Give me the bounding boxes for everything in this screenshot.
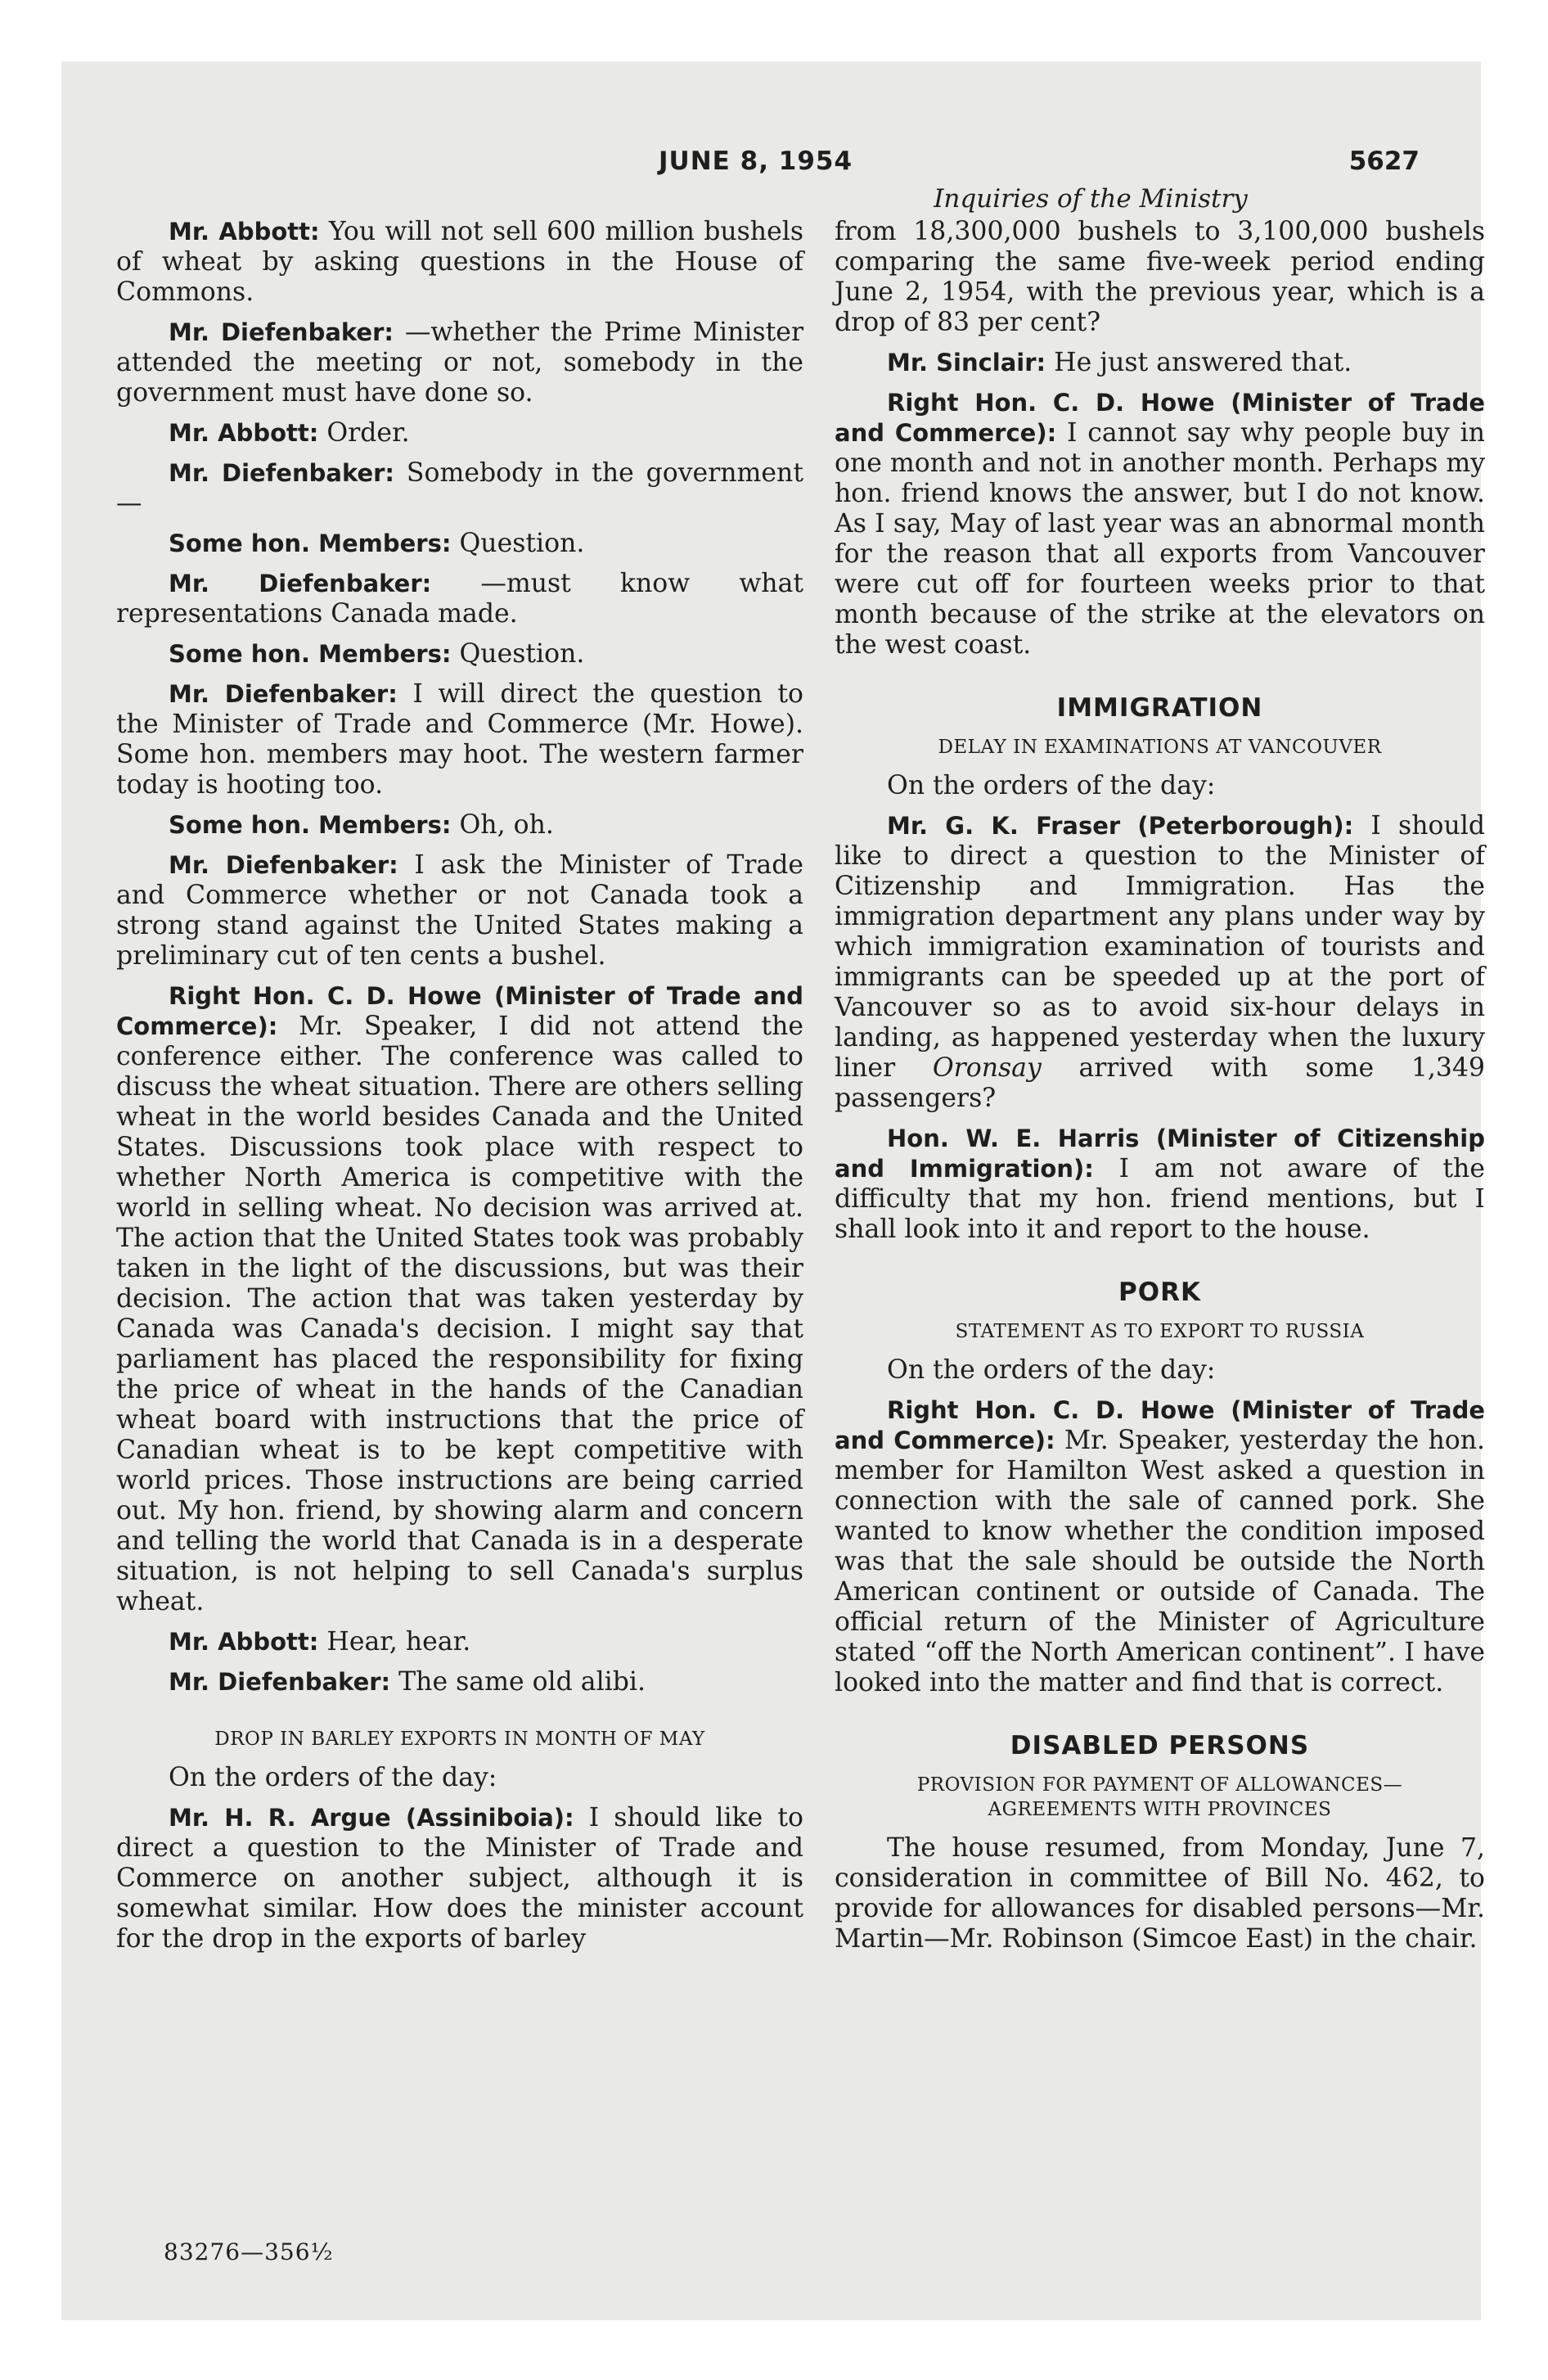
speaker-name: Hon. W. E. Harris (Minister of Citizenship and Immigration): <box>835 1125 1485 1183</box>
section-subheading: PROVISION FOR PAYMENT OF ALLOWANCES— <box>916 1774 1403 1796</box>
speech-text: Question. <box>459 639 585 669</box>
paragraph <box>835 217 1485 338</box>
paragraph <box>116 1667 803 1697</box>
ship-name: Oronsay <box>932 1053 1042 1083</box>
speech-text: He just answered that. <box>1054 348 1352 377</box>
paragraph <box>116 529 803 559</box>
speaker-name: Mr. Diefenbaker: <box>169 851 398 879</box>
paragraph <box>835 1124 1485 1245</box>
paragraph <box>116 318 803 408</box>
paragraph <box>116 1803 803 1954</box>
speaker-name: Right Hon. C. D. Howe (Minister of Trade and Commerce): <box>116 982 803 1040</box>
header-date: JUNE 8, 1954 <box>659 146 853 176</box>
speaker-name: Mr. G. K. Fraser (Peterborough): <box>887 812 1354 840</box>
speech-text: I am not aware of the difficulty that my hon. friend mentions, but I shall look into it and report to the house. <box>835 1154 1485 1244</box>
paragraph <box>116 418 803 449</box>
speech-text: arrived with some 1,349 passengers? <box>835 1053 1485 1113</box>
speech-text: Mr. Speaker, I did not attend the conference either. The conference was called to discuss the wheat situation. There are others selling wheat in the world besides Canada and the United States. Discussions took place with respect to whether North America is competitive with the world in selling wheat. No decision was arrived at. The action that the United States took was probably taken in the light of the discussions, but was their decision. The action that was taken yesterday by Canada was Canada's decision. I might say that parliament has placed the responsibility for fixing the price of wheat in the hands of the Canadian wheat board with instructions that the price of Canadian wheat is to be kept competitive with world prices. Those instructions are being carried out. My hon. friend, by showing alarm and concern and telling the world that Canada is in a desperate situation, is not helping to sell Canada's surplus wheat. <box>116 1012 803 1616</box>
section-heading: IMMIGRATION <box>1056 693 1263 723</box>
speech-text: I cannot say why people buy in one month and not in another month. Perhaps my hon. friend knows the answer, but I do not know. As I say, May of last year was an abnormal month for the reason that all exports from Vancouver were cut off for fourteen weeks prior to that month because of the strike at the elevators on the west coast. <box>835 418 1485 660</box>
speaker-name: Mr. Abbott: <box>169 419 319 447</box>
paragraph <box>835 1395 1485 1698</box>
speech-text: from 18,300,000 bushels to 3,100,000 bushels comparing the same five-week period ending June 2, 1954, with the previous year, which is a drop of 83 per cent? <box>835 217 1485 337</box>
section-heading: DISABLED PERSONS <box>1010 1731 1310 1760</box>
speech-text: I will direct the question to the Minister of Trade and Commerce (Mr. Howe). Some hon. members may hoot. The western farmer today is hooting too. <box>116 679 804 800</box>
paragraph <box>835 388 1485 660</box>
speech-text: Order. <box>326 418 410 448</box>
speaker-name: Mr. Diefenbaker: <box>169 318 394 346</box>
speech-text: —must know what representations Canada made. <box>116 569 804 629</box>
paragraph <box>835 811 1485 1114</box>
speech-text: I ask the Minister of Trade and Commerce whether or not Canada took a strong stand against the United States making a preliminary cut of ten cents a bushel. <box>116 850 804 971</box>
footnote-code: 83276—356½ <box>164 2238 334 2265</box>
speaker-name: Some hon. Members: <box>169 640 452 668</box>
section-subheading: DELAY IN EXAMINATIONS AT VANCOUVER <box>938 737 1382 758</box>
speaker-name: Mr. Diefenbaker: <box>169 680 398 708</box>
paragraph <box>835 348 1485 378</box>
speech-text: Somebody in the government— <box>116 458 803 518</box>
speech-text: The same old alibi. <box>398 1667 646 1697</box>
paragraph: The house resumed, from Monday, June 7, consideration in committee of Bill No. 462, to provide for allowances for disabled persons—Mr. Martin—Mr. Robinson (Simcoe East) in the chair. <box>835 1833 1485 1954</box>
orders-of-day: On the orders of the day: <box>169 1763 497 1792</box>
paragraph <box>116 679 803 800</box>
speech-text: Mr. Speaker, yesterday the hon. member for Hamilton West asked a question in connection with the sale of canned pork. She wanted to know whether the condition imposed was that the sale should be outside the North American continent or outside of Canada. The official return of the Minister of Agriculture stated “off the North American continent”. I have looked into the matter and find that is correct. <box>835 1426 1485 1697</box>
page-number: 5627 <box>1348 146 1420 176</box>
speaker-name: Mr. Abbott: <box>169 218 320 246</box>
paragraph <box>116 569 803 629</box>
speaker-name: Right Hon. C. D. Howe (Minister of Trade and Commerce): <box>835 389 1485 447</box>
speech-text: —whether the Prime Minister attended the meeting or not, somebody in the government must have done so. <box>116 318 804 408</box>
speaker-name: Some hon. Members: <box>169 530 452 557</box>
orders-of-day: On the orders of the day: <box>887 1355 1216 1385</box>
speech-text: You will not sell 600 million bushels of wheat by asking questions in the House of Commons. <box>116 217 803 307</box>
speaker-name: Some hon. Members: <box>169 811 452 839</box>
speaker-name: Mr. Sinclair: <box>887 349 1046 376</box>
right-column <box>835 217 1485 1964</box>
speech-text: I should like to direct a question to the Minister of Trade and Commerce on another subject, although it is somewhat similar. How does the minister account for the drop in the exports of barley <box>116 1803 803 1954</box>
paragraph <box>116 458 803 519</box>
running-head: Inquiries of the Ministry <box>934 184 1248 214</box>
page-sheet <box>61 61 1485 2320</box>
paragraph <box>116 850 803 971</box>
section-subheading: STATEMENT AS TO EXPORT TO RUSSIA <box>955 1321 1365 1342</box>
orders-of-day: On the orders of the day: <box>887 771 1216 800</box>
speech-text: Hear, hear. <box>326 1627 471 1657</box>
speaker-name: Right Hon. C. D. Howe (Minister of Trade and Commerce): <box>835 1396 1485 1454</box>
speech-text: Oh, oh. <box>459 810 554 840</box>
paragraph <box>116 1627 803 1657</box>
section-subheading: AGREEMENTS WITH PROVINCES <box>988 1799 1332 1820</box>
paragraph <box>116 639 803 669</box>
speech-text: Question. <box>459 529 585 558</box>
speaker-name: Mr. Diefenbaker: <box>169 459 395 487</box>
left-column <box>116 217 803 1964</box>
speaker-name: Mr. H. R. Argue (Assiniboia): <box>169 1804 574 1832</box>
paragraph <box>116 217 803 308</box>
section-heading: PORK <box>1118 1278 1201 1307</box>
paragraph <box>116 810 803 841</box>
speech-text: I should like to direct a question to the Minister of Citizenship and Immigration. Has the immigration department any plans under way by which immigration examination of tourists and immigrants can be speeded up at the port of Vancouver so as to avoid six-hour delays in landing, as happened yesterday when the luxury liner <box>835 811 1485 1083</box>
paragraph <box>116 981 803 1617</box>
speaker-name: Mr. Diefenbaker: <box>169 1668 391 1696</box>
speaker-name: Mr. Abbott: <box>169 1628 319 1656</box>
section-subheading: DROP IN BARLEY EXPORTS IN MONTH OF MAY <box>214 1729 705 1750</box>
speaker-name: Mr. Diefenbaker: <box>169 570 432 597</box>
